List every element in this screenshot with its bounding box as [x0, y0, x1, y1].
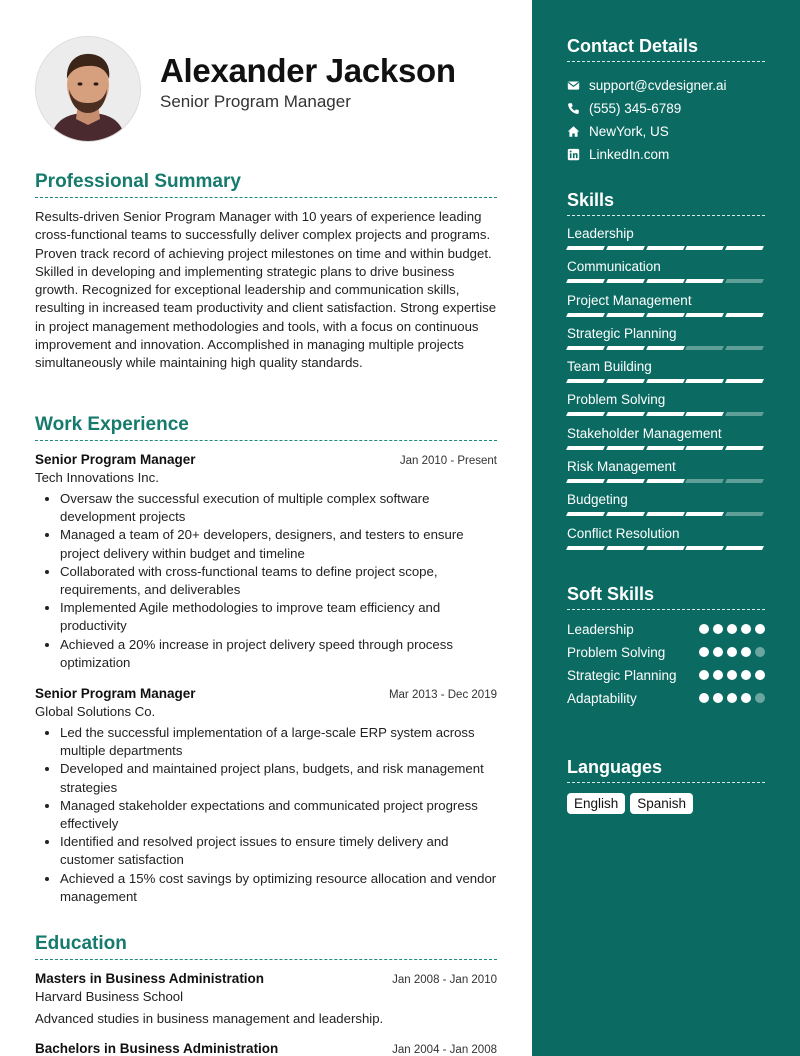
summary-heading: Professional Summary: [35, 171, 497, 198]
rating-bar: [646, 313, 685, 317]
soft-skill-rating: [699, 693, 765, 703]
rating-bar: [725, 379, 764, 383]
rating-bar: [725, 546, 764, 550]
rating-bar: [606, 346, 645, 350]
rating-dot: [713, 693, 723, 703]
rating-bar: [646, 446, 685, 450]
skill-item: [567, 459, 763, 492]
rating-bar: [685, 246, 724, 250]
job-company: Global Solutions Co.: [35, 704, 156, 719]
avatar: [35, 36, 141, 142]
skill-item: [567, 492, 763, 525]
rating-bar: [725, 246, 764, 250]
rating-bar: [646, 512, 685, 516]
skill-item: [567, 526, 763, 559]
rating-bar: [566, 546, 605, 550]
job-company: Tech Innovations Inc.: [35, 470, 159, 485]
rating-bar: [606, 412, 645, 416]
skill-name: Communication: [567, 259, 661, 275]
soft-skill-item: [567, 643, 765, 662]
skill-item: [567, 426, 763, 459]
skill-rating: [567, 246, 763, 250]
job-entry: [35, 686, 497, 906]
soft-skill-name: Strategic Planning: [567, 668, 677, 683]
soft-skill-item: [567, 689, 765, 708]
skill-name: Strategic Planning: [567, 325, 677, 341]
list-item: • Achieved a 20% increase in project delivery speed through process optimization: [60, 636, 497, 672]
contact-heading: Contact Details: [567, 36, 765, 62]
rating-bar: [646, 546, 685, 550]
rating-dot: [699, 670, 709, 680]
rating-bar: [725, 313, 764, 317]
sidebar: [532, 0, 800, 1056]
skill-name: Conflict Resolution: [567, 525, 680, 541]
skills-list: [567, 226, 763, 559]
skill-name: Project Management: [567, 292, 692, 308]
contact-list: [567, 74, 767, 166]
rating-bar: [566, 313, 605, 317]
skill-name: Leadership: [567, 226, 634, 241]
soft-skill-rating: [699, 647, 765, 657]
skill-rating: [567, 546, 763, 550]
rating-bar: [606, 313, 645, 317]
rating-bar: [685, 279, 724, 283]
languages-list: [567, 793, 693, 814]
rating-bar: [685, 346, 724, 350]
phone-icon: [567, 102, 580, 115]
soft-skills-list: [567, 620, 765, 712]
degree: Masters in Business Administration: [35, 971, 265, 986]
list-item: • Implemented Agile methodologies to improve team efficiency and productivity: [60, 599, 497, 635]
education-date: Jan 2008 - Jan 2010: [392, 974, 497, 986]
rating-bar: [685, 512, 724, 516]
experience-heading: Work Experience: [35, 414, 497, 441]
job-role: Senior Program Manager: [35, 686, 196, 701]
rating-bar: [566, 446, 605, 450]
contact-location: [567, 120, 767, 143]
rating-bar: [566, 379, 605, 383]
rating-bar: [685, 546, 724, 550]
language-chip: English: [567, 793, 625, 814]
rating-dot: [699, 624, 709, 634]
rating-dot: [741, 647, 751, 657]
list-item: • Collaborated with cross-functional teams to define project scope, requirements, and deliverables: [60, 563, 497, 599]
rating-bar: [606, 246, 645, 250]
list-item: • Developed and maintained project plans, budgets, and risk management strategies: [60, 760, 497, 796]
soft-skill-name: Leadership: [567, 622, 634, 637]
rating-bar: [606, 279, 645, 283]
rating-bar: [725, 512, 764, 516]
rating-dot: [713, 647, 723, 657]
skill-rating: [567, 279, 763, 283]
job-bullets: [35, 490, 497, 672]
skill-name: Stakeholder Management: [567, 425, 722, 441]
rating-dot: [699, 693, 709, 703]
list-item: • Achieved a 15% cost savings by optimizing resource allocation and vendor management: [60, 870, 497, 906]
skill-item: [567, 226, 763, 259]
education-entry: [35, 1041, 497, 1056]
rating-dot: [755, 670, 765, 680]
rating-dot: [755, 647, 765, 657]
rating-dot: [727, 693, 737, 703]
contact-phone[interactable]: [567, 97, 767, 120]
rating-dot: [755, 693, 765, 703]
rating-dot: [727, 647, 737, 657]
rating-bar: [646, 279, 685, 283]
soft-skill-item: [567, 666, 765, 685]
skill-rating: [567, 346, 763, 350]
candidate-name: Alexander Jackson: [160, 52, 456, 89]
rating-bar: [566, 479, 605, 483]
rating-bar: [725, 346, 764, 350]
degree: Bachelors in Business Administration: [35, 1041, 279, 1056]
skill-name: Team Building: [567, 359, 652, 375]
rating-bar: [646, 479, 685, 483]
rating-bar: [725, 479, 764, 483]
job-bullets: [35, 724, 497, 906]
rating-bar: [606, 546, 645, 550]
envelope-icon: [567, 79, 580, 92]
rating-dot: [741, 670, 751, 680]
skill-rating: [567, 512, 763, 516]
school: Harvard Business School: [35, 989, 184, 1004]
skill-item: [567, 392, 763, 425]
rating-bar: [606, 446, 645, 450]
education-heading: Education: [35, 933, 497, 960]
skill-rating: [567, 479, 763, 483]
contact-email[interactable]: [567, 74, 767, 97]
job-date: Mar 2013 - Dec 2019: [388, 689, 497, 701]
soft-skill-name: Adaptability: [567, 691, 637, 706]
list-item: • Led the successful implementation of a large-scale ERP system across multiple departments: [60, 724, 497, 760]
languages-heading: Languages: [567, 757, 765, 783]
rating-bar: [685, 412, 724, 416]
rating-bar: [566, 512, 605, 516]
summary-text: Results-driven Senior Program Manager with 10 years of experience leading cross-functional teams to successfully deliver complex projects and programs. Proven track record of achieving project milestones on time and within budget. Skilled in developing and implementing strategic plans to drive business growth. Recognized for exceptional leadership and communication skills, resulting in increased team productivity and client satisfaction. Strong expertise in project management methodologies and tools, with a focus on continuous improvement and innovation. Accomplished in managing multiple projects simultaneously while maintaining high quality standards.: [35, 209, 497, 371]
skill-name: Budgeting: [567, 492, 628, 508]
rating-bar: [685, 313, 724, 317]
education-date: Jan 2004 - Jan 2008: [392, 1044, 497, 1056]
rating-bar: [566, 246, 605, 250]
list-item: • Identified and resolved project issues to ensure timely delivery and customer satisfaction: [60, 833, 497, 869]
list-item: • Managed a team of 20+ developers, designers, and testers to ensure project delivery within budget and timeline: [60, 526, 497, 562]
soft-skill-rating: [699, 670, 765, 680]
soft-skill-name: Problem Solving: [567, 645, 666, 660]
profile-photo: [36, 37, 140, 141]
soft-skill-item: [567, 620, 765, 639]
linkedin-text: LinkedIn.com: [589, 147, 670, 162]
job-role: Senior Program Manager: [35, 452, 196, 467]
phone-text: (555) 345-6789: [589, 101, 682, 116]
skill-name: Risk Management: [567, 459, 676, 475]
rating-bar: [646, 379, 685, 383]
list-item: • Managed stakeholder expectations and communicated project progress effectively: [60, 797, 497, 833]
rating-bar: [725, 412, 764, 416]
rating-dot: [755, 624, 765, 634]
rating-bar: [685, 379, 724, 383]
skill-rating: [567, 446, 763, 450]
rating-dot: [713, 670, 723, 680]
rating-dot: [727, 670, 737, 680]
rating-bar: [606, 512, 645, 516]
email-text: support@cvdesigner.ai: [589, 78, 727, 93]
rating-bar: [725, 446, 764, 450]
skill-rating: [567, 313, 763, 317]
candidate-title: Senior Program Manager: [160, 92, 351, 111]
rating-dot: [699, 647, 709, 657]
skill-rating: [567, 412, 763, 416]
home-icon: [567, 125, 580, 138]
rating-bar: [606, 479, 645, 483]
education-entry: [35, 971, 497, 1026]
skill-item: [567, 326, 763, 359]
soft-skills-heading: Soft Skills: [567, 584, 765, 610]
skills-heading: Skills: [567, 190, 765, 216]
skill-item: [567, 259, 763, 292]
language-chip: Spanish: [630, 793, 693, 814]
rating-bar: [606, 379, 645, 383]
soft-skill-rating: [699, 624, 765, 634]
rating-bar: [566, 412, 605, 416]
rating-bar: [646, 246, 685, 250]
location-text: NewYork, US: [589, 124, 669, 139]
contact-linkedin[interactable]: [567, 143, 767, 166]
rating-bar: [646, 346, 685, 350]
rating-bar: [646, 412, 685, 416]
skill-name: Problem Solving: [567, 392, 666, 408]
skill-item: [567, 293, 763, 326]
list-item: • Oversaw the successful execution of multiple complex software development projects: [60, 490, 497, 526]
rating-bar: [685, 446, 724, 450]
skill-item: [567, 359, 763, 392]
rating-dot: [741, 693, 751, 703]
skill-rating: [567, 379, 763, 383]
job-date: Jan 2010 - Present: [399, 455, 497, 467]
rating-dot: [741, 624, 751, 634]
linkedin-icon: [567, 148, 580, 161]
rating-bar: [566, 279, 605, 283]
rating-dot: [727, 624, 737, 634]
rating-bar: [725, 279, 764, 283]
rating-dot: [713, 624, 723, 634]
rating-bar: [685, 479, 724, 483]
job-entry: [35, 452, 497, 672]
education-description: Advanced studies in business management and leadership.: [35, 1011, 384, 1026]
rating-bar: [566, 346, 605, 350]
